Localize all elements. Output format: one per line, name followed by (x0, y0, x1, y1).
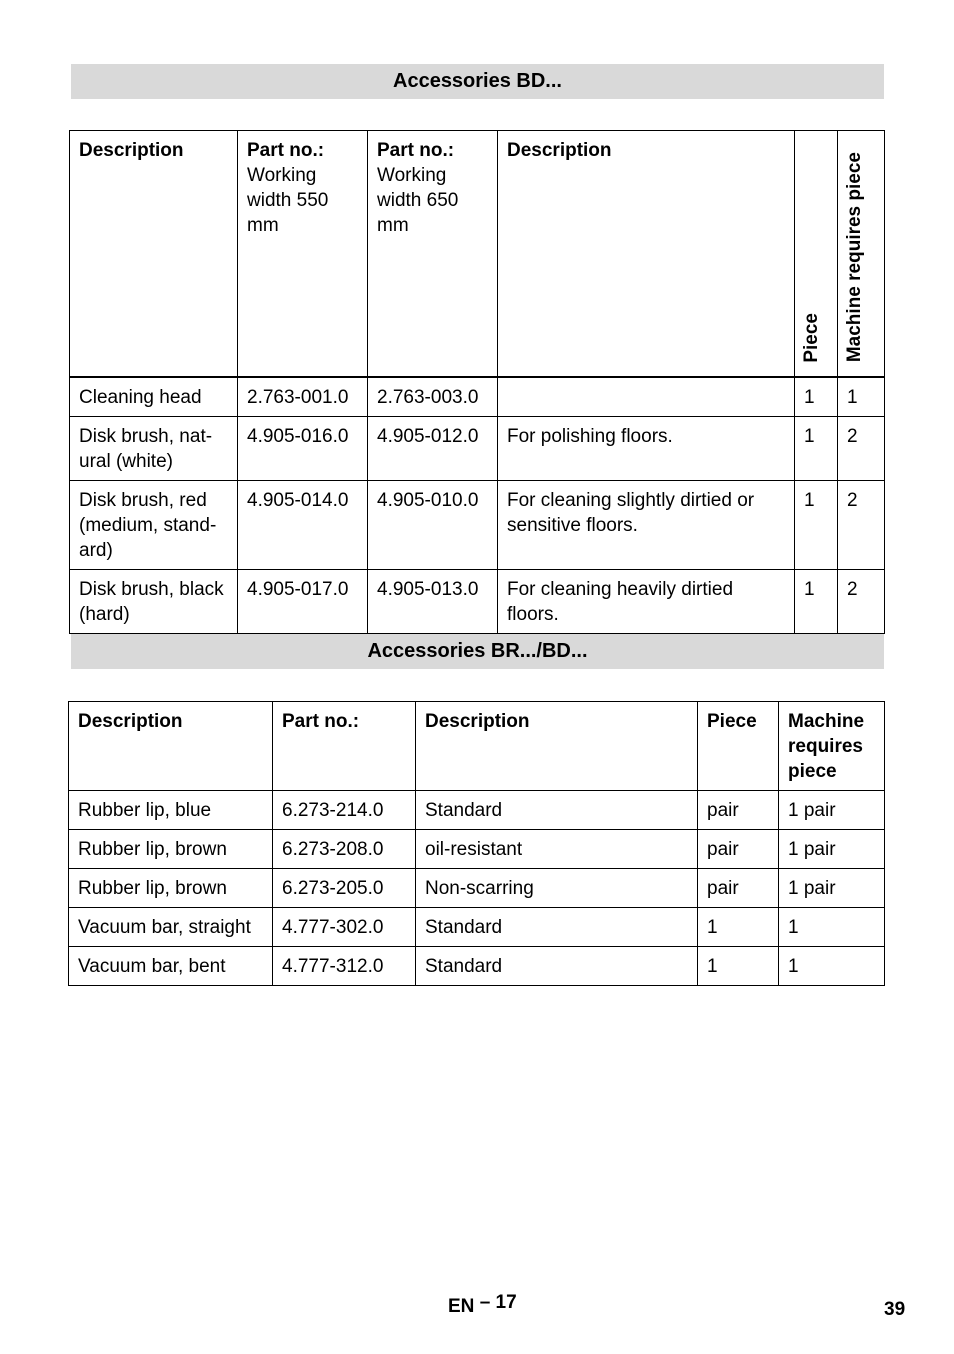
cell-description: Rubber lip, blue (69, 791, 273, 830)
cell-part-650: 2.763-003.0 (368, 377, 498, 417)
cell-piece: pair (698, 869, 779, 908)
cell-details: Non-scarring (416, 869, 698, 908)
table-row (69, 869, 885, 908)
cell-description: Rubber lip, brown (69, 830, 273, 869)
accessories-bd-table (69, 130, 885, 634)
table-row (69, 908, 885, 947)
cell-details: For polishing floors. (498, 416, 795, 480)
table-row (69, 791, 885, 830)
cell-machine: 2 (838, 480, 885, 569)
table-row (70, 480, 885, 569)
table-row (70, 377, 885, 417)
cell-machine: 1 (779, 908, 885, 947)
table-header-row (69, 702, 885, 791)
cell-machine: 1 pair (779, 791, 885, 830)
cell-machine: 1 (838, 377, 885, 417)
cell-details: For cleaning slightly dirtied or sensitive floors. (498, 480, 795, 569)
cell-part-550: 4.905-016.0 (238, 416, 368, 480)
cell-description: Vacuum bar, straight (69, 908, 273, 947)
cell-machine: 1 (779, 947, 885, 986)
cell-part-650: 4.905-010.0 (368, 480, 498, 569)
table-header-row (70, 131, 885, 377)
cell-piece: 1 (698, 947, 779, 986)
table-row (70, 416, 885, 480)
cell-machine: 1 pair (779, 830, 885, 869)
header-description-2: Description (498, 131, 795, 377)
header-part-no-550: Part no.: Working width 550 mm (238, 131, 368, 377)
cell-part-550: 4.905-014.0 (238, 480, 368, 569)
accessories-br-bd-table (68, 701, 885, 986)
header-machine-requires-piece: Machine requires piece (779, 702, 885, 791)
header-part-no-650: Part no.: Working width 650 mm (368, 131, 498, 377)
header-description: Description (69, 702, 273, 791)
cell-part: 6.273-214.0 (273, 791, 416, 830)
cell-piece: 1 (795, 569, 838, 633)
cell-details: Standard (416, 908, 698, 947)
cell-piece: 1 (795, 416, 838, 480)
header-part-no: Part no.: (273, 702, 416, 791)
cell-machine: 2 (838, 416, 885, 480)
cell-details: oil-resistant (416, 830, 698, 869)
footer-dash: – (479, 1292, 491, 1313)
cell-part: 6.273-205.0 (273, 869, 416, 908)
section-title-accessories-bd: Accessories BD... (71, 64, 884, 99)
cell-description: Rubber lip, brown (69, 869, 273, 908)
cell-piece: 1 (795, 480, 838, 569)
cell-part-650: 4.905-012.0 (368, 416, 498, 480)
cell-description: Disk brush, red (medium, stand-ard) (70, 480, 238, 569)
footer-section-page: 17 (495, 1292, 517, 1313)
cell-piece: 1 (795, 377, 838, 417)
cell-details: Standard (416, 791, 698, 830)
cell-part: 4.777-302.0 (273, 908, 416, 947)
cell-description: Disk brush, nat-ural (white) (70, 416, 238, 480)
header-machine-requires-piece: Machine requires piece (838, 131, 885, 377)
header-description: Description (70, 131, 238, 377)
cell-description: Cleaning head (70, 377, 238, 417)
cell-details (498, 377, 795, 417)
header-description-2: Description (416, 702, 698, 791)
footer-language: EN (448, 1296, 475, 1317)
cell-part: 6.273-208.0 (273, 830, 416, 869)
page-number: 39 (884, 1299, 906, 1320)
page-footer (448, 1292, 517, 1318)
table-row (69, 947, 885, 986)
cell-piece: pair (698, 830, 779, 869)
cell-description: Vacuum bar, bent (69, 947, 273, 986)
table-row (70, 569, 885, 633)
cell-details: For cleaning heavily dirtied floors. (498, 569, 795, 633)
cell-part-550: 2.763-001.0 (238, 377, 368, 417)
cell-description: Disk brush, black (hard) (70, 569, 238, 633)
cell-part: 4.777-312.0 (273, 947, 416, 986)
cell-machine: 1 pair (779, 869, 885, 908)
cell-details: Standard (416, 947, 698, 986)
cell-machine: 2 (838, 569, 885, 633)
cell-part-650: 4.905-013.0 (368, 569, 498, 633)
header-piece: Piece (795, 131, 838, 377)
cell-piece: 1 (698, 908, 779, 947)
header-piece: Piece (698, 702, 779, 791)
table-row (69, 830, 885, 869)
cell-piece: pair (698, 791, 779, 830)
cell-part-550: 4.905-017.0 (238, 569, 368, 633)
section-title-accessories-br-bd: Accessories BR.../BD... (71, 634, 884, 669)
